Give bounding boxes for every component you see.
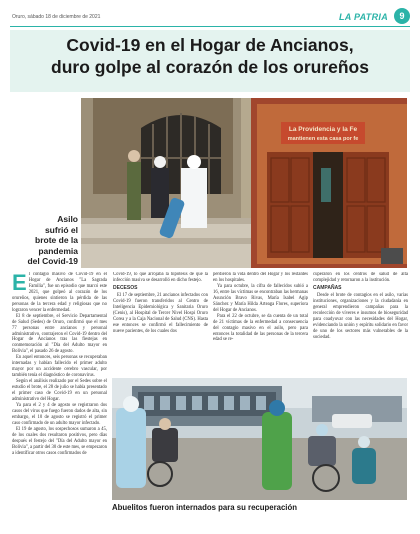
page-header — [10, 8, 410, 27]
subhead-decesos: DECESOS — [113, 284, 138, 291]
sign-line-2: mantienen esta casa por fe — [287, 136, 359, 142]
paragraph: Covid-19, lo que arrojaba la hipótesis de que la infección masiva se desarrolló en dicho festejo. — [113, 272, 208, 283]
photo-caption-1 — [16, 214, 78, 267]
drop-cap: E — [12, 272, 27, 295]
headline-line-1: Covid-19 en el Hogar de Ancianos, — [66, 35, 354, 55]
sign-line-1: La Providencia y la Fe — [288, 126, 358, 133]
issue-date: Oruro, sábado 18 de diciembre de 2021 — [12, 14, 101, 20]
paragraph: Desde el brote de contagios en el asilo, varias instituciones, organizaciones y la ciudadanía en general emprendieron campañas para la recolección de víveres e insumos de bioseguridad para coadyuvar con las necesidades del Hogar, evidenciando la unión y espíritu solidario en favor de uno de los sectores más vulnerables de la sociedad. — [313, 292, 408, 340]
photo-caption-2: Abuelitos fueron internados para su recuperación — [112, 503, 297, 512]
headline — [12, 34, 408, 78]
article-column-3 — [213, 272, 308, 376]
caption-1-line: brote de la — [35, 235, 78, 245]
paragraph: cuperaron en los centros de salud de alta complejidad y retornaron a la institución. — [313, 272, 408, 283]
caption-1-line: del Covid-19 — [27, 256, 78, 266]
article-column-4 — [313, 272, 408, 376]
caption-1-line: pandemia — [38, 245, 78, 256]
paragraph: Según el análisis realizado por el Sedes sobre el estudio el brote, el 28 de julio se había presentado el primer caso de Covid-19 en un personal administrativo del Hogar. — [12, 379, 107, 403]
asylum-facade-photo — [81, 98, 407, 268]
page-number-badge: 9 — [394, 8, 410, 24]
headline-line-2: duro golpe al corazón de los orureños — [51, 57, 369, 77]
paragraph: perdieron la vida dentro del Hogar y los restantes en los hospitales. — [213, 272, 308, 283]
paragraph: El 8 de septiembre, el Servicio Departamental de Salud (Sedes) de Oruro, confirmó que el mes 77 personas entre ancianos y personal administrativo, contrajeron el Covid-19 dentro del Hogar de Ancianos tras las fiestejas en conmemoración al "Día del Adulto mayor en Bolivia", el pasado 26 de agosto. — [12, 313, 107, 355]
paragraph: Ya para octubre, la cifra de fallecidos subió a 16, entre las víctimas se encontraban las hermanas Asunción Bravo Rivas, María Isabel Agip Sánchez y María Hilda Arteaga Flores, superiora del Hogar de Ancianos. — [213, 283, 308, 313]
paragraph: Ya para el 2 y 4 de agosto se registraron dos casos del virus que fuego fueron dados de alta, sin embargo, el 10 de agosto se registró el primer caso confirmado de un adulto mayor infectado. — [12, 402, 107, 426]
subhead-campanas: CAMPAÑAS — [313, 284, 342, 291]
paragraph: En aquel entonces, seis personas se recuperaban internadas y habían fallecido el primer adulto mayor por un accidente cerebro vascular, por también tenía el diagnóstico de coronavirus. — [12, 355, 107, 379]
paragraph: El 17 de septiembre, 21 ancianos infectados con Covid-19 fueron transferidos al Centro de Inteligencia Epidemiológica y Sanitaria Oruro (Cenis), al Hospital de Tercer Nivel Hospi Oruro Corea y a la Caja Nacional de Salud (CNS). Hasta ese entonces se confirmó el fallecimiento de nueve pacientes, de los cuales dos — [113, 292, 208, 334]
paragraph: l contagio masivo de Covid-19 en el Hogar de Ancianos "La Sagrada Familia", fue un episodio que marcó este 2021, que golpeó al corazón de los orureños, quienes sintieron la pérdida de las personas de la tercera edad y religiosas que no lograron vencer la enfermedad. — [12, 272, 107, 313]
article-column-2 — [113, 272, 208, 376]
newspaper-brand: LA PATRIA — [338, 12, 388, 22]
paragraph: Para el 22 de octubre, se da cuenta de un total de 21 víctimas de la enfermedad a consecuencia del contagio masivo en el asilo, pero para entonces la totalidad de las personas de la tercera edad se re- — [213, 313, 308, 343]
patient-transfer-photo — [112, 378, 407, 500]
paragraph: El 19 de agosto, los sospechosos sumaron a 45, de los cuales dos resultaron positivos, pero días después el festejo del "Día del Adulto mayor en Bolivia", a partir del 30 de este mes, se empezaron a identificar otros casos confirmados de — [12, 426, 107, 456]
caption-1-line: Asilo — [57, 214, 78, 224]
caption-1-line: sufrió el — [44, 224, 78, 235]
article-column-1 — [12, 272, 107, 500]
